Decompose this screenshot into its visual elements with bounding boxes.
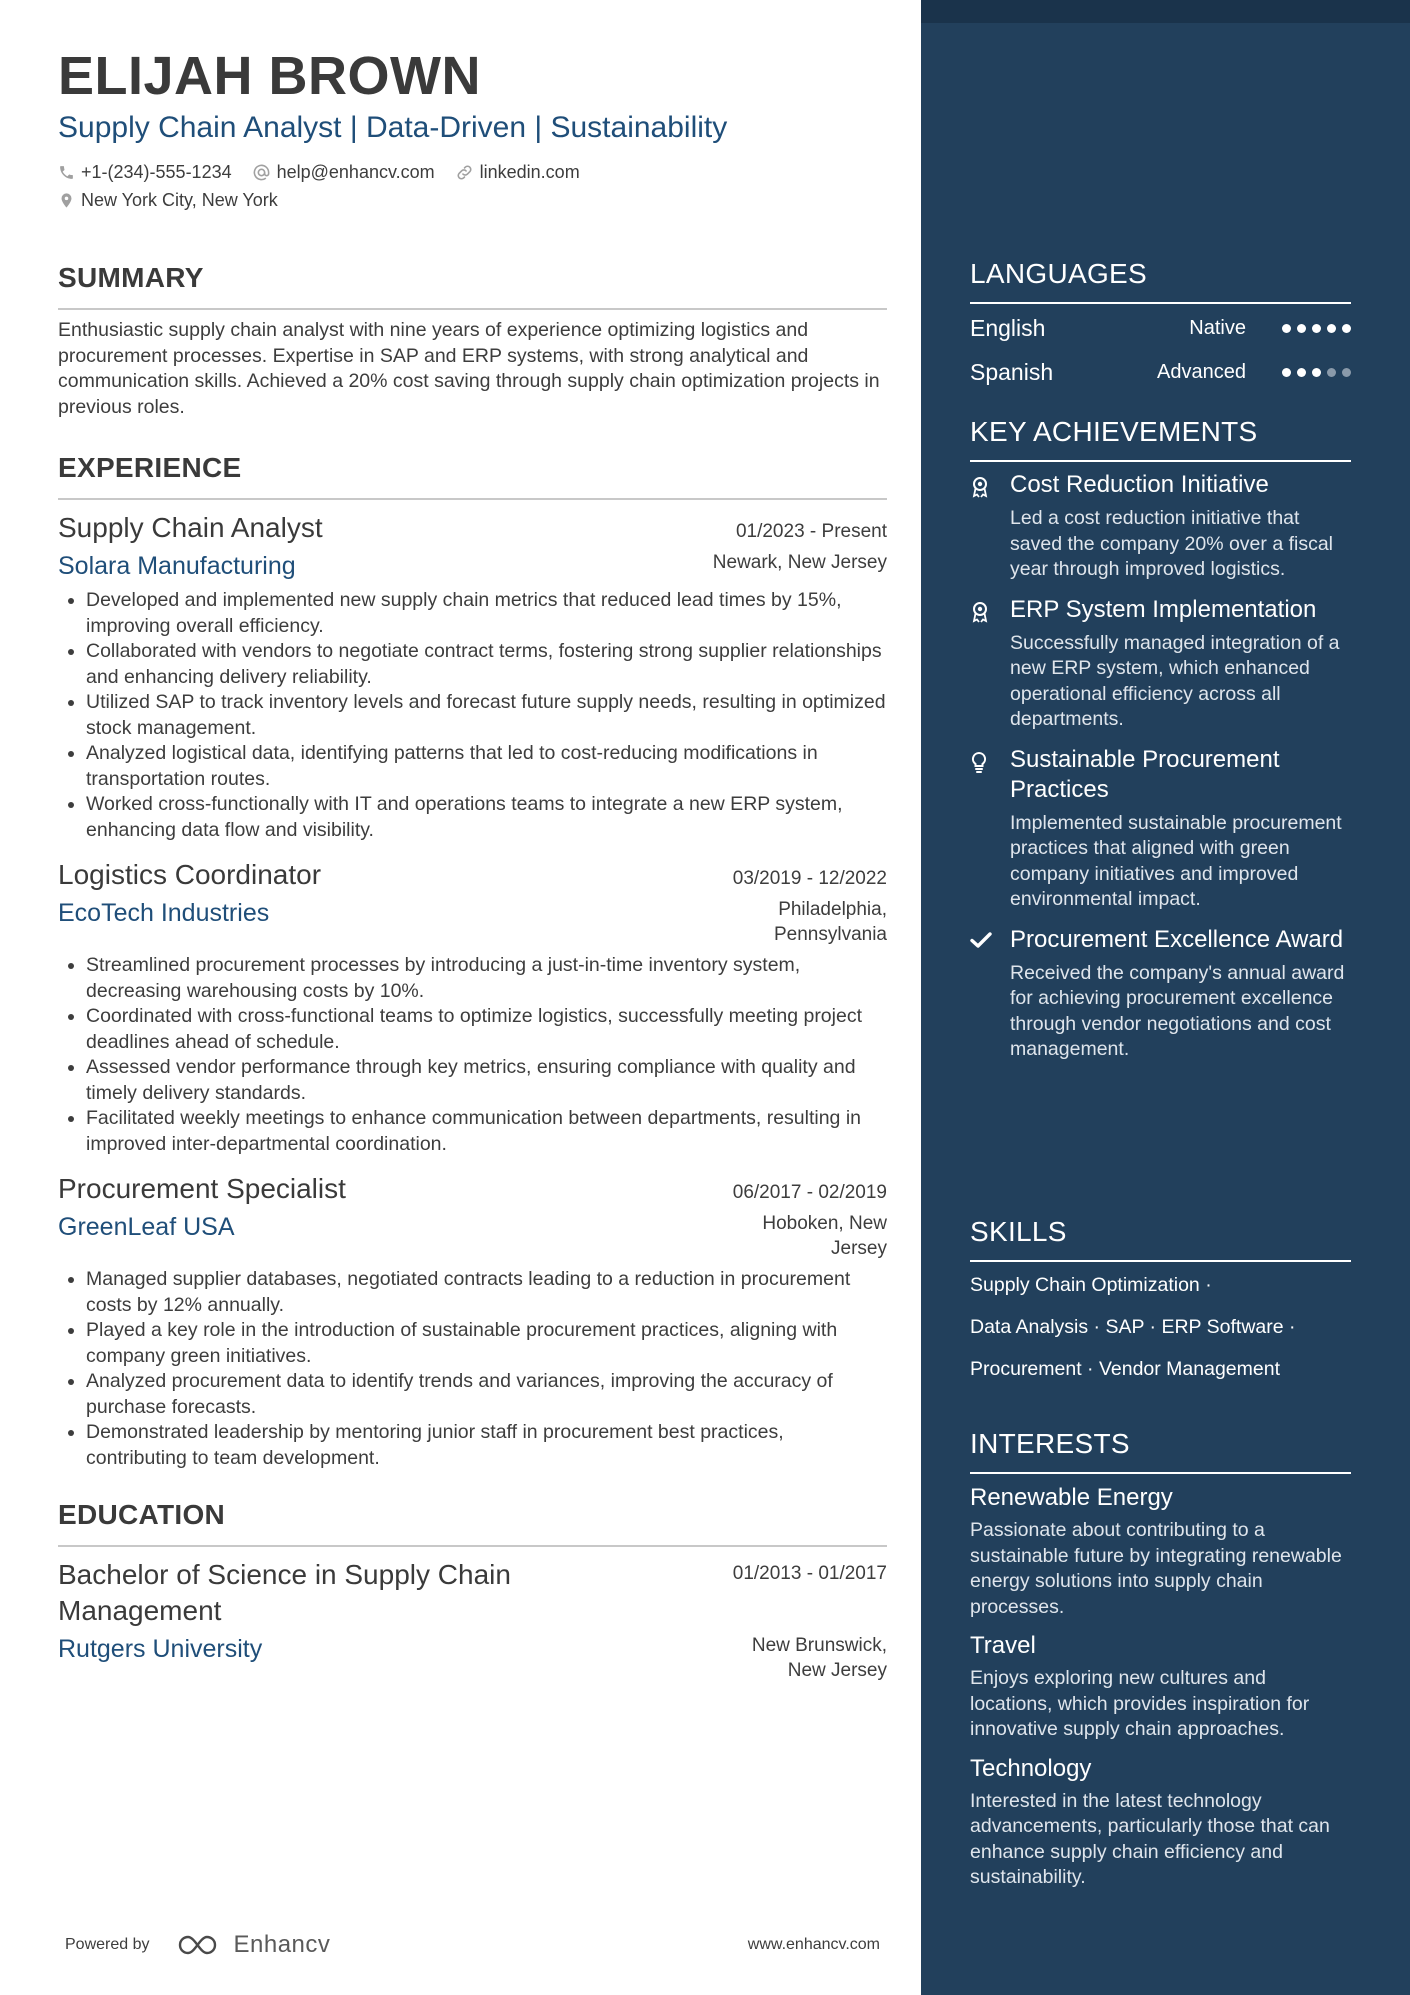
job-location: Hoboken, New Jersey <box>762 1213 887 1259</box>
interest-desc: Passionate about contributing to a sustainable future by integrating renewable energy solutions into supply chain processes. <box>970 1519 1342 1618</box>
achievement-title: ERP System Implementation <box>1010 595 1317 623</box>
education-header <box>58 1557 887 1629</box>
contact-info <box>58 158 887 214</box>
language-item <box>970 350 1351 394</box>
bullet-item: • Collaborated with vendors to negotiate contract terms, fostering strong supplier relationships and enhancing delivery reliability. <box>86 639 887 690</box>
bullet-item: • Managed supplier databases, negotiated contracts leading to a reduction in procurement costs by 12% annually. <box>86 1267 887 1318</box>
job-entry <box>58 1171 887 1471</box>
rating-dot <box>1312 368 1321 377</box>
rating-dot <box>1297 368 1306 377</box>
rating-dot <box>1297 324 1306 333</box>
skills-divider <box>970 1260 1351 1262</box>
language-name: English <box>970 314 1046 341</box>
interests-section <box>970 1426 1351 1891</box>
enhancv-brand: Enhancv <box>233 1931 331 1958</box>
interest-item <box>970 1482 1351 1620</box>
interest-item <box>970 1630 1351 1743</box>
job-subheader <box>58 1211 887 1261</box>
powered-by[interactable] <box>65 1931 330 1959</box>
email-address: help@enhancv.com <box>276 161 435 182</box>
bullet-item: • Demonstrated leadership by mentoring junior staff in procurement best practices, contributing to team development. <box>86 1420 887 1471</box>
language-rating <box>1276 324 1351 333</box>
phone-number: +1-(234)-555-1234 <box>81 161 232 182</box>
interest-item <box>970 1753 1351 1891</box>
bullet-item: • Played a key role in the introduction of sustainable procurement practices, aligning with company green initiatives. <box>86 1318 887 1369</box>
languages-divider <box>970 302 1351 304</box>
achievements-section <box>970 414 1351 1063</box>
language-rating <box>1276 368 1351 377</box>
job-date: 01/2023 - Present <box>735 521 887 542</box>
link-icon <box>455 163 474 182</box>
location-text: New York City, New York <box>81 189 278 210</box>
experience-title: EXPERIENCE <box>58 452 242 483</box>
bullet-item: • Assessed vendor performance through key metrics, ensuring compliance with quality and timely delivery standards. <box>86 1055 887 1106</box>
achievement-desc: Successfully managed integration of a new ERP system, which enhanced operational efficiency across all departments. <box>1010 631 1340 730</box>
location-pin-icon <box>58 191 75 210</box>
skills-title: SKILLS <box>970 1216 1067 1247</box>
achievements-title: KEY ACHIEVEMENTS <box>970 416 1258 447</box>
degree-title: Bachelor of Science in Supply Chain Management <box>58 1559 511 1626</box>
achievement-title: Cost Reduction Initiative <box>1010 471 1269 498</box>
language-level: Native <box>1189 316 1246 339</box>
interest-title: Travel <box>970 1632 1036 1659</box>
interest-desc: Interested in the latest technology advancements, particularly those that can enhance supply chain efficiency and sustainability. <box>970 1789 1330 1888</box>
languages-title: LANGUAGES <box>970 258 1147 289</box>
achievement-body <box>1010 925 1351 1063</box>
sidebar-top-band <box>921 0 1410 23</box>
education-location: New Brunswick, New Jersey <box>751 1635 887 1681</box>
interests-divider <box>970 1472 1351 1474</box>
summary-section <box>58 260 887 420</box>
phone-contact[interactable] <box>58 162 232 183</box>
job-header <box>58 510 887 546</box>
job-entry <box>58 857 887 1157</box>
education-title: EDUCATION <box>58 1499 226 1530</box>
education-date: 01/2013 - 01/2017 <box>732 1563 887 1584</box>
job-title: Logistics Coordinator <box>58 859 322 890</box>
education-entry <box>58 1557 887 1683</box>
education-divider <box>58 1545 887 1547</box>
job-entry <box>58 510 887 843</box>
rating-dot <box>1342 368 1351 377</box>
job-location: Philadelphia, Pennsylvania <box>773 899 887 945</box>
job-bullets <box>58 1267 887 1471</box>
main-column <box>58 44 887 1683</box>
skills-line: Supply Chain Optimization · <box>970 1274 1212 1296</box>
education-subheader <box>58 1633 887 1683</box>
language-name: Spanish <box>970 358 1054 385</box>
company-name: EcoTech Industries <box>58 899 270 927</box>
rating-dot <box>1312 324 1321 333</box>
job-title: Supply Chain Analyst <box>58 512 323 543</box>
achievement-desc: Led a cost reduction initiative that saved the company 20% over a fiscal year through improved logistics. <box>1010 507 1334 580</box>
interest-title: Technology <box>970 1754 1092 1782</box>
bullet-item: • Analyzed logistical data, identifying patterns that led to cost-reducing modifications in transportation routes. <box>86 741 887 792</box>
bullet-item: • Developed and implemented new supply chain metrics that reduced lead times by 15%, improving overall efficiency. <box>86 588 887 639</box>
lightbulb-icon <box>970 751 988 773</box>
achievement-title: Procurement Excellence Award <box>1010 925 1344 953</box>
enhancv-logo-icon <box>176 1932 226 1958</box>
at-icon <box>252 163 271 182</box>
rating-dot <box>1327 368 1336 377</box>
achievement-icon-wrap <box>970 925 1010 1063</box>
achievement-body <box>1010 470 1351 583</box>
award-icon <box>970 601 990 623</box>
achievement-body <box>1010 745 1351 913</box>
achievement-item <box>970 925 1351 1063</box>
achievement-item <box>970 470 1351 583</box>
achievement-icon-wrap <box>970 595 1010 733</box>
job-subheader <box>58 897 887 947</box>
contact-row-1 <box>58 158 887 186</box>
candidate-name: ELIJAH BROWN <box>58 46 481 106</box>
job-header <box>58 1171 887 1207</box>
achievement-icon-wrap <box>970 470 1010 583</box>
languages-section <box>970 256 1351 394</box>
location-contact <box>58 190 278 211</box>
company-name: Solara Manufacturing <box>58 552 296 580</box>
achievement-body <box>1010 595 1351 733</box>
summary-text: Enthusiastic supply chain analyst with nine years of experience optimizing logistics and procurement processes. Expertise in SAP and ERP systems, with strong analytical and communication skills. Achieved a 20% cost saving through supply chain optimization projects in previous roles. <box>58 319 880 418</box>
footer-site[interactable]: www.enhancv.com <box>747 1936 880 1953</box>
skills-line: Data Analysis · SAP · ERP Software · <box>970 1316 1296 1338</box>
interest-title: Renewable Energy <box>970 1484 1173 1511</box>
education-section <box>58 1497 887 1683</box>
contact-row-2 <box>58 186 887 214</box>
job-subheader <box>58 550 887 582</box>
job-bullets <box>58 953 887 1157</box>
job-bullets <box>58 588 887 843</box>
experience-divider <box>58 498 887 500</box>
interests-title: INTERESTS <box>970 1428 1130 1459</box>
rating-dot <box>1282 368 1291 377</box>
job-date: 06/2017 - 02/2019 <box>732 1182 887 1203</box>
rating-dot <box>1342 324 1351 333</box>
footer <box>65 1930 880 1960</box>
check-icon <box>970 931 992 949</box>
language-item <box>970 306 1351 350</box>
bullet-item: • Worked cross-functionally with IT and operations teams to integrate a new ERP system, enhancing data flow and visibility. <box>86 792 887 843</box>
summary-divider <box>58 308 887 310</box>
bullet-item: • Utilized SAP to track inventory levels and forecast future supply needs, resulting in optimized stock management. <box>86 690 887 741</box>
achievement-desc: Received the company's annual award for achieving procurement excellence through vendor negotiations and cost management. <box>1010 961 1345 1060</box>
achievement-title: Sustainable Procurement Practices <box>1010 745 1280 803</box>
bullet-item: • Facilitated weekly meetings to enhance communication between departments, resulting in improved inter-departmental coordination. <box>86 1106 887 1157</box>
award-icon <box>970 476 990 498</box>
headline: Supply Chain Analyst | Data-Driven | Sustainability <box>58 111 728 144</box>
linkedin-contact[interactable] <box>455 162 580 183</box>
summary-title: SUMMARY <box>58 262 204 293</box>
rating-dot <box>1282 324 1291 333</box>
skills-line: Procurement · Vendor Management <box>970 1358 1281 1380</box>
skills-section <box>970 1214 1351 1390</box>
skills-list <box>970 1264 1351 1390</box>
achievement-desc: Implemented sustainable procurement practices that aligned with green company initiatives and improved environmental impact. <box>1010 811 1342 910</box>
achievements-divider <box>970 460 1351 462</box>
interest-desc: Enjoys exploring new cultures and locations, which provides inspiration for innovative supply chain approaches. <box>970 1667 1310 1740</box>
school-name: Rutgers University <box>58 1635 263 1663</box>
company-name: GreenLeaf USA <box>58 1213 235 1241</box>
achievement-item <box>970 595 1351 733</box>
bullet-item: • Streamlined procurement processes by introducing a just-in-time inventory system, decreasing warehousing costs by 10%. <box>86 953 887 1004</box>
job-location: Newark, New Jersey <box>712 552 887 573</box>
linkedin-url: linkedin.com <box>479 161 580 182</box>
experience-section <box>58 450 887 1471</box>
achievement-item <box>970 745 1351 913</box>
email-contact[interactable] <box>252 162 435 183</box>
phone-icon <box>58 164 75 181</box>
job-header <box>58 857 887 893</box>
job-date: 03/2019 - 12/2022 <box>732 868 887 889</box>
bullet-item: • Coordinated with cross-functional teams to optimize logistics, successfully meeting project deadlines ahead of schedule. <box>86 1004 887 1055</box>
rating-dot <box>1327 324 1336 333</box>
job-title: Procurement Specialist <box>58 1173 346 1204</box>
achievement-icon-wrap <box>970 745 1010 913</box>
powered-by-label: Powered by <box>65 1936 150 1953</box>
language-level: Advanced <box>1157 360 1246 383</box>
bullet-item: • Analyzed procurement data to identify trends and variances, improving the accuracy of purchase forecasts. <box>86 1369 887 1420</box>
